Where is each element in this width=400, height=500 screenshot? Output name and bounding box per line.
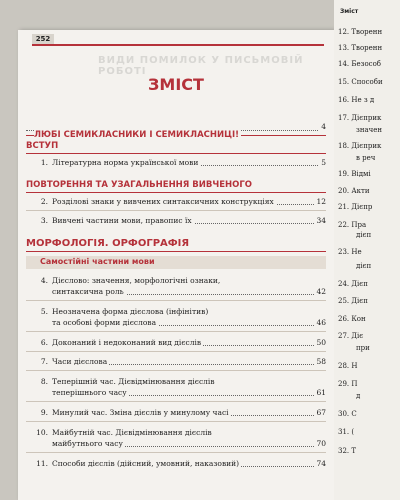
right-page-item[interactable]: 28. Н xyxy=(338,362,358,370)
page-ref: 67 xyxy=(316,408,326,417)
item-title: Часи дієслова xyxy=(52,357,108,366)
page-ref: 50 xyxy=(316,338,326,347)
right-page-header: Зміст xyxy=(340,8,359,15)
page-ref: 4 xyxy=(321,122,326,131)
top-rule xyxy=(32,44,324,46)
right-page-item[interactable]: 13. Творенн xyxy=(338,44,383,52)
item-title: Вивчені частини мови, правопис їх xyxy=(52,216,192,225)
right-page-item[interactable]: 22. Пра xyxy=(338,221,367,229)
right-page-item[interactable]: д xyxy=(356,392,361,400)
right-page-item[interactable]: 17. Дієприк xyxy=(338,114,382,122)
section-title-repeat: ПОВТОРЕННЯ ТА УЗАГАЛЬНЕННЯ ВИВЧЕНОГО xyxy=(26,180,253,190)
item-title: Теперішній час. Дієвідмінювання дієслів xyxy=(52,377,215,386)
right-page-item[interactable]: значен xyxy=(356,126,383,134)
right-page-item[interactable]: дієп xyxy=(356,231,372,239)
right-page-item[interactable]: 29. П xyxy=(338,380,358,388)
item-title: Дієслово: значення, морфологічні ознаки, xyxy=(52,276,221,285)
section-underline xyxy=(26,153,326,154)
item-number: 9. xyxy=(40,408,48,417)
page-ref: 74 xyxy=(316,459,326,468)
item-number: 11. xyxy=(36,459,48,468)
subsection-box xyxy=(26,256,326,269)
right-page-item[interactable]: 18. Дієприк xyxy=(338,142,382,150)
subsection-title: Самостійні частини мови xyxy=(40,257,155,266)
page-ref: 70 xyxy=(316,439,326,448)
item-number: 6. xyxy=(40,338,48,347)
right-page-item[interactable]: в реч xyxy=(356,154,376,162)
right-page-item[interactable]: 21. Дієпр xyxy=(338,203,373,211)
toc-entry-intro[interactable] xyxy=(26,122,326,140)
section-title-intro: ЛЮБІ СЕМИКЛАСНИКИ І СЕМИКЛАСНИЦІ! xyxy=(34,130,240,140)
item-number: 10. xyxy=(36,428,48,437)
page-number: 252 xyxy=(32,34,54,44)
item-title: Розділові знаки у вивчених синтаксичних конструкціях xyxy=(52,197,274,206)
page-ref: 61 xyxy=(316,388,326,397)
right-page-item[interactable]: 24. Дієп xyxy=(338,280,368,288)
right-page-item[interactable]: 26. Кон xyxy=(338,315,366,323)
right-page-item[interactable]: 23. Не xyxy=(338,248,362,256)
section-underline xyxy=(26,251,326,252)
item-number: 3. xyxy=(40,216,48,225)
divider xyxy=(26,210,326,211)
right-page-item[interactable]: 31. ( xyxy=(338,428,355,436)
ghost-text: ВИДИ ПОМИЛОК У ПИСЬМОВІЙ РОБОТІ xyxy=(98,55,304,77)
right-page-item[interactable]: 12. Творенн xyxy=(338,28,383,36)
section-title-vstup: ВСТУП xyxy=(26,141,59,151)
right-page-item[interactable]: дієп xyxy=(356,262,372,270)
right-page-item[interactable]: 30. С xyxy=(338,410,357,418)
item-number: 5. xyxy=(40,307,48,316)
item-number: 1. xyxy=(40,158,48,167)
item-title: Неозначена форма дієслова (інфінітив) xyxy=(52,307,209,316)
page-title: ЗМІСТ xyxy=(148,75,204,94)
right-page-item[interactable]: 27. Діє xyxy=(338,332,364,340)
right-page-item[interactable]: 15. Способи xyxy=(338,78,383,86)
right-page-item[interactable]: 14. Безособ xyxy=(338,60,382,68)
item-title-cont: теперішнього часу xyxy=(52,388,127,397)
divider xyxy=(26,452,326,453)
right-page-item[interactable]: при xyxy=(356,344,370,352)
item-title: Майбутній час. Дієвідмінювання дієслів xyxy=(52,428,212,437)
item-title: Доконаний і недоконаний вид дієслів xyxy=(52,338,202,347)
right-page-item[interactable]: 25. Дієп xyxy=(338,297,368,305)
item-title: Минулий час. Зміна дієслів у минулому часі xyxy=(52,408,229,417)
page-ref: 34 xyxy=(316,216,326,225)
item-title: Літературна норма української мови xyxy=(52,158,199,167)
divider xyxy=(26,401,326,402)
page-ref: 42 xyxy=(316,287,326,296)
item-number: 7. xyxy=(40,357,48,366)
section-underline xyxy=(26,192,326,193)
divider xyxy=(26,370,326,371)
item-number: 8. xyxy=(40,377,48,386)
item-number: 4. xyxy=(40,276,48,285)
left-page xyxy=(18,30,334,500)
divider xyxy=(26,351,326,352)
divider xyxy=(26,421,326,422)
page-ref: 58 xyxy=(316,357,326,366)
right-page-item[interactable]: 16. Не з д xyxy=(338,96,375,104)
divider xyxy=(26,331,326,332)
item-title: Способи дієслів (дійсний, умовний, наказовий) xyxy=(52,459,240,468)
right-page-item[interactable]: 32. Т xyxy=(338,447,357,455)
page-ref: 5 xyxy=(321,158,326,167)
page-ref: 12 xyxy=(316,197,326,206)
right-page xyxy=(334,0,400,500)
divider xyxy=(26,300,326,301)
item-title-cont: майбутнього часу xyxy=(52,439,123,448)
item-number: 2. xyxy=(40,197,48,206)
item-title-cont: синтаксична роль xyxy=(52,287,124,296)
item-title-cont: та особові форми дієслова xyxy=(52,318,157,327)
right-page-item[interactable]: 20. Акти xyxy=(338,187,370,195)
section-title-morph: МОРФОЛОГІЯ. ОРФОГРАФІЯ xyxy=(26,238,190,249)
page-ref: 46 xyxy=(316,318,326,327)
right-page-item[interactable]: 19. Відмі xyxy=(338,170,371,178)
